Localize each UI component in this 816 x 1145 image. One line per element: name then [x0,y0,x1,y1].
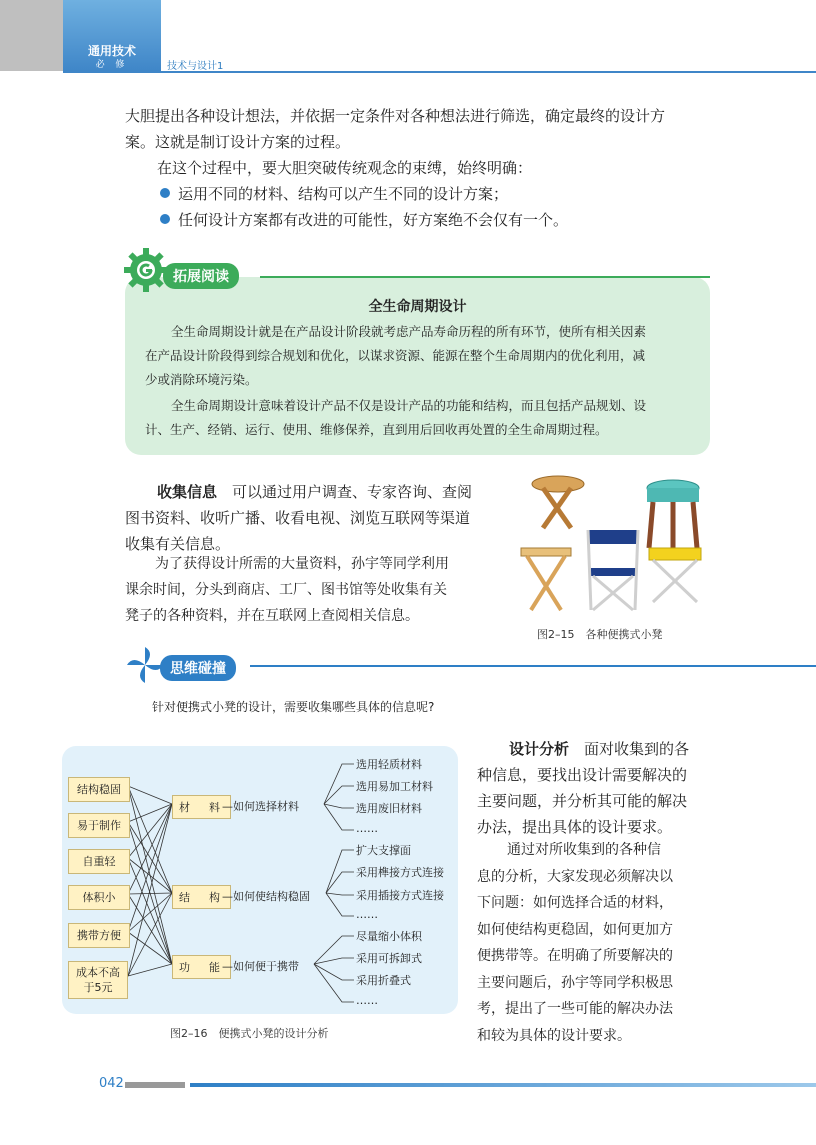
requirement-node: 体积小 [68,885,130,910]
bullet-dot-icon [160,188,170,198]
group-question: —如何使结构稳固 [222,890,310,903]
leaf-item: 尽量缩小体积 [356,930,422,943]
collect-example-line: 为了获得设计所需的大量资料，孙宇等同学利用 [155,556,449,572]
requirement-node: 自重轻 [68,849,130,874]
requirement-node: 携带方便 [68,923,130,948]
header-level: 必 修 [95,60,129,70]
intro-paragraph-2: 在这个过程中，要大胆突破传统观念的束缚，始终明确： [157,159,533,177]
requirement-node: 易于制作 [68,813,130,838]
extension-paragraph-2 [145,394,705,442]
collect-example-line: 凳子的各种资料，并在互联网上查阅相关信息。 [125,608,419,624]
design-analysis-paragraph: 设计分析 面对收集到的各 种信息，要找出设计需要解决的 主要问题，并分析其可能的解决 办法，提出具体的设计要求。 [477,736,717,840]
analysis-line: 主要问题，并分析其可能的解决 [477,792,688,810]
extension-rule [260,276,710,278]
leaf-item: 选用易加工材料 [356,780,433,793]
leaf-item: …… [356,822,378,835]
design-analysis-diagram [62,746,458,1014]
figure-2-16-caption: 图2–16 便携式小凳的设计分析 [170,1027,329,1040]
extension-line: 少或消除环境污染。 [145,372,258,387]
analysis-example-line: 通过对所收集到的各种信 [507,842,661,858]
extension-paragraph-1 [145,320,705,392]
footer-blue-bar [190,1083,816,1087]
requirement-node: 成本不高于5元 [68,961,128,999]
collect-info-term: 收集信息 [157,483,218,501]
analysis-example-line: 考，提出了一些可能的解决办法 [477,1001,673,1017]
figure-2-15-caption: 图2–15 各种便携式小凳 [537,628,663,641]
intro-line: 大胆提出各种设计想法，并依据一定条件对各种想法进行筛选，确定最终的设计方 [125,107,666,125]
header-gray-block [0,0,63,71]
intro-paragraph-1 [125,103,725,155]
bullet-dot-icon [160,214,170,224]
analysis-example-line: 下问题：如何选择合适的材料， [477,895,673,911]
bullet-item: 任何设计方案都有改进的可能性，好方案绝不会仅有一个。 [160,207,568,233]
leaf-item: 扩大支撑面 [356,844,411,857]
extension-line: 全生命周期设计就是在产品设计阶段就考虑产品寿命历程的所有环节，使所有相关因素 [171,324,647,339]
analysis-example-line: 主要问题后，孙宇等同学积极思 [477,974,673,991]
design-analysis-term: 设计分析 [509,740,570,758]
group-question: —如何选择材料 [222,800,299,813]
collect-info-paragraph: 收集信息 可以通过用户调查、专家咨询、查阅 图书资料、收听广播、收看电视、浏览互联网等渠道 收集有关信息。 [125,479,505,557]
group-node-function: 功 能 [172,955,231,979]
header-book-title: 技术与设计1 [167,61,224,72]
leaf-item: 采用插接方式连接 [356,889,444,902]
leaf-item: 采用折叠式 [356,974,411,987]
intro-line: 案。这就是制订设计方案的过程。 [125,133,351,151]
collect-example-line: 课余时间，分头到商店、工厂、图书馆等处收集有关 [125,582,447,598]
extension-title: 全生命周期设计 [368,299,467,315]
group-node-structure: 结 构 [172,885,231,909]
extension-reading-badge: 拓展阅读 [163,263,239,289]
leaf-item: 选用轻质材料 [356,758,422,771]
footer-gray-bar [125,1082,185,1088]
think-rule [250,665,816,667]
extension-line: 全生命周期设计意味着设计产品不仅是设计产品的功能和结构，而且包括产品规划、设 [171,398,647,413]
header-course-title: 通用技术 [87,44,136,58]
analysis-example-line: 如何使结构更稳固，如何更加方 [477,921,673,938]
leaf-item: 采用可拆卸式 [356,952,422,965]
leaf-item: 采用榫接方式连接 [356,866,444,879]
think-collision-badge: 思维碰撞 [160,655,236,681]
analysis-line: 办法，提出具体的设计要求。 [477,818,673,836]
extension-line: 在产品设计阶段得到综合规划和优化，以谋求资源、能源在整个生命周期内的优化利用，减 [145,348,646,363]
collect-example-paragraph [125,551,505,629]
leaf-item: …… [356,908,378,921]
analysis-example-line: 和较为具体的设计要求。 [477,1027,631,1044]
design-analysis-example [477,837,717,1049]
pinwheel-icon [125,645,165,685]
analysis-example-line: 便携带等。在明确了所要解决的 [477,948,673,964]
leaf-item: 选用废旧材料 [356,802,422,815]
think-question: 针对便携式小凳的设计，需要收集哪些具体的信息呢? [152,700,435,714]
requirement-node: 结构稳固 [68,777,130,802]
analysis-example-line: 息的分析，大家发现必须解决以 [477,868,673,885]
analysis-line: 种信息，要找出设计需要解决的 [477,766,688,784]
group-node-material: 材 料 [172,795,231,819]
page-number: 042 [99,1076,124,1091]
collect-line: 图书资料、收听广播、收看电视、浏览互联网等渠道 [125,509,471,527]
extension-line: 计、生产、经销、运行、使用、维修保养，直到用后回收再处置的全生命周期过程。 [145,422,608,437]
collect-line: 收集有关信息。 [125,535,231,553]
group-question: —如何便于携带 [222,960,299,973]
leaf-item: …… [356,994,378,1007]
portable-stools-illustration [513,470,708,620]
bullet-item: 运用不同的材料、结构可以产生不同的设计方案； [160,181,508,207]
